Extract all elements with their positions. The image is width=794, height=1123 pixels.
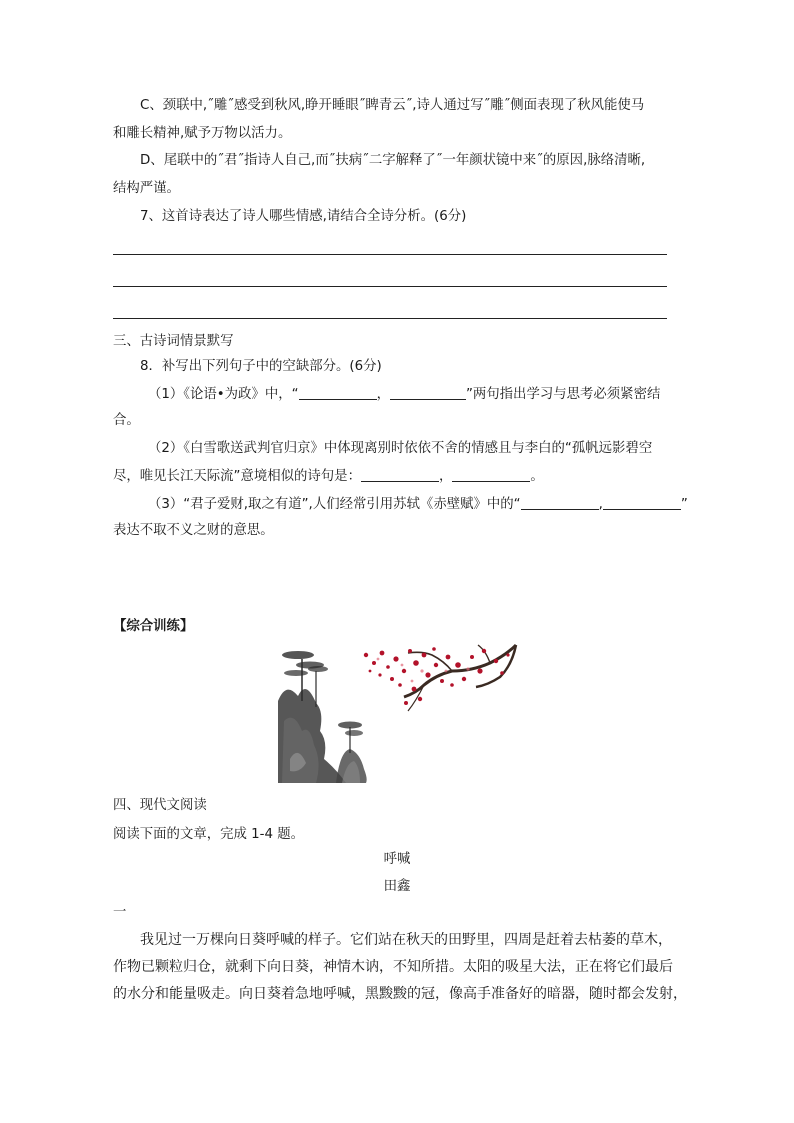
answer-line-1[interactable] — [113, 254, 667, 255]
blank-2a[interactable] — [361, 467, 439, 482]
reading-instruction: 阅读下面的文章，完成 1-4 题。 — [113, 827, 305, 842]
item2-end: 。 — [530, 469, 544, 484]
section-3-heading: 三、古诗词情景默写 — [113, 334, 234, 349]
item1-sep: ， — [376, 387, 390, 402]
article-paragraph-line2: 作物已颗粒归仓，就剩下向日葵，神情木讷，不知所措。太阳的吸星大法，正在将它们最后 — [113, 959, 673, 975]
article-paragraph-line1: 我见过一万棵向日葵呼喊的样子。它们站在秋天的田野里，四周是赶着去枯萎的草木， — [140, 932, 672, 948]
blank-3b[interactable] — [603, 495, 681, 510]
article-part-marker: 一 — [113, 905, 127, 920]
option-d-line1: D、尾联中的˝君˝指诗人自己,而˝扶病˝二字解释了˝一年颜状镜中来˝的原因,脉络清晰, — [140, 153, 646, 168]
blank-2b[interactable] — [452, 467, 530, 482]
option-d-line2: 结构严谨。 — [113, 181, 180, 196]
blank-1a[interactable] — [299, 385, 377, 400]
answer-line-3[interactable] — [113, 318, 667, 319]
section-4-heading: 四、现代文阅读 — [113, 798, 207, 813]
item1-text-b: ”两句指出学习与思考必须紧密结 — [465, 387, 661, 402]
item3-sep: , — [598, 497, 603, 512]
item3-text-c: 表达不取不义之财的意思。 — [113, 523, 274, 538]
answer-line-2[interactable] — [113, 286, 667, 287]
article-title: 呼喊 — [383, 852, 411, 867]
blank-3a[interactable] — [521, 495, 599, 510]
recitation-item-1 — [148, 385, 660, 404]
training-heading: 【综合训练】 — [113, 619, 194, 634]
recitation-item-3 — [148, 495, 688, 514]
blank-1b[interactable] — [390, 385, 466, 400]
article-paragraph-line3: 的水分和能量吸走。向日葵着急地呼喊，黑黢黢的冠，像高手准备好的暗器，随时都会发射， — [113, 986, 687, 1002]
item2-text-a: （2）《白雪歌送武判官归京》中体现离别时依依不舍的情感且与李白的“孤帆远影碧空 — [148, 441, 653, 456]
option-c-line1: C、颈联中,˝雕˝感受到秋风,睁开睡眼˝睥青云˝,诗人通过写˝雕˝侧面表现了秋风能使马 — [140, 98, 645, 113]
item2-sep: ， — [438, 469, 453, 484]
item1-text-c: 合。 — [113, 413, 140, 428]
question-8: 8．补写出下列句子中的空缺部分。(6分) — [140, 359, 382, 374]
option-c-line2: 和雕长精神,赋予万物以活力。 — [113, 126, 292, 141]
item1-text-a: （1）《论语•为政》中，“ — [148, 387, 299, 402]
recitation-item-2 — [113, 467, 544, 486]
article-author: 田鑫 — [383, 879, 411, 894]
ink-landscape-illustration — [276, 641, 518, 783]
item3-text-b: ” — [680, 497, 688, 512]
question-7: 7、这首诗表达了诗人哪些情感,请结合全诗分析。(6分) — [140, 209, 467, 224]
item2-text-b: 尽，唯见长江天际流”意境相似的诗句是： — [113, 469, 361, 484]
item3-text-a: （3）“君子爱财,取之有道”,人们经常引用苏轼《赤壁赋》中的“ — [148, 497, 521, 512]
